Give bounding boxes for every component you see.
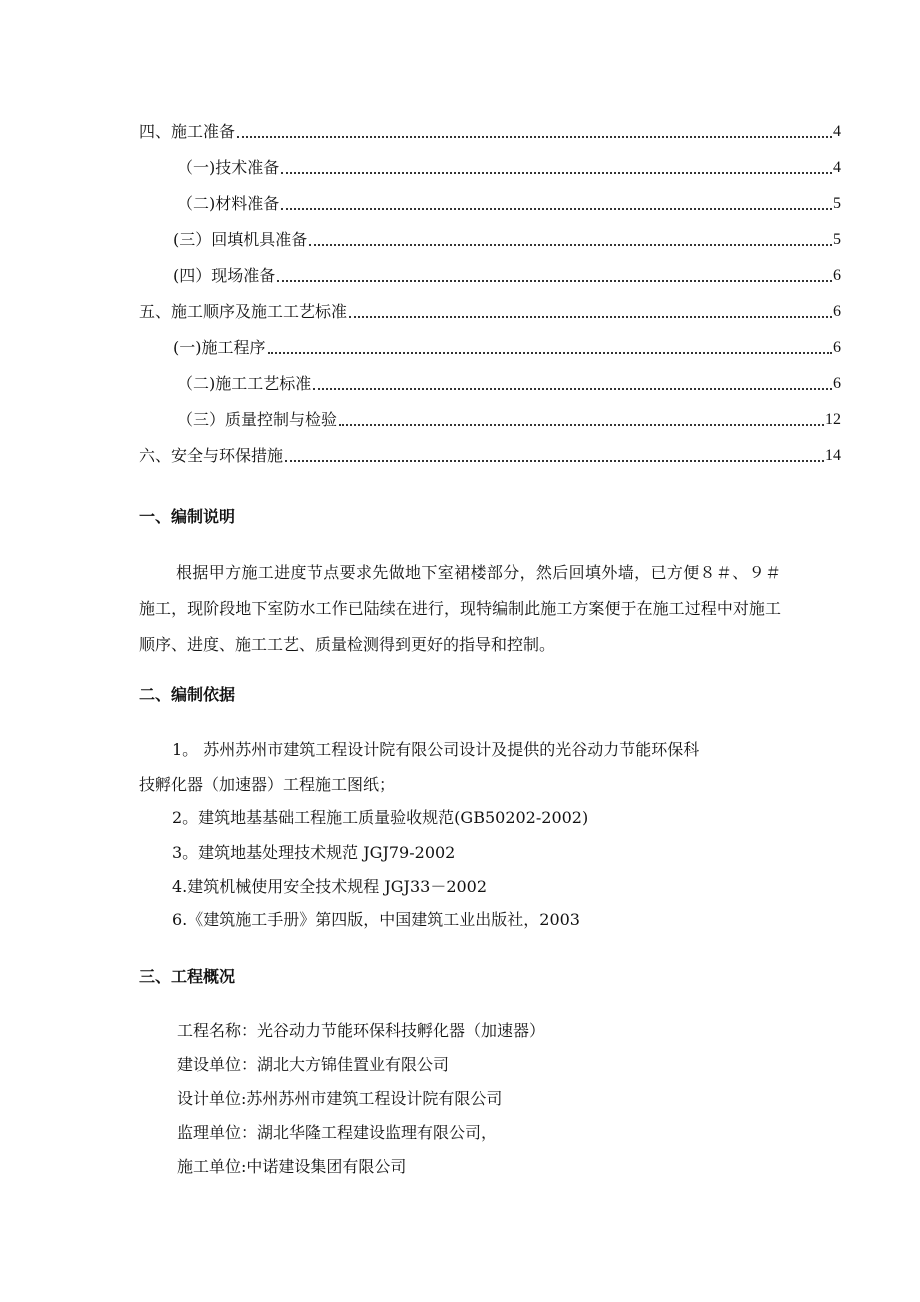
toc-entry[interactable] <box>177 154 841 178</box>
toc-leader-dots <box>277 280 832 282</box>
toc-entry-page: 4 <box>833 123 841 140</box>
toc-entry-label: （二)施工工艺标准 <box>177 374 312 393</box>
toc-entry[interactable] <box>173 262 841 286</box>
basis-item-5: 6.《建筑施工手册》第四版，中国建筑工业出版社，2003 <box>172 910 580 929</box>
toc-leader-dots <box>237 136 832 138</box>
toc-entry[interactable] <box>139 442 841 466</box>
toc-entry-label: （三）质量控制与检验 <box>177 410 338 429</box>
section-heading-project-overview: 三、工程概况 <box>139 967 236 986</box>
basis-item-1-line-1: 1。 苏州苏州市建筑工程设计院有限公司设计及提供的光谷动力节能环保科 <box>172 740 700 759</box>
toc-entry-page: 12 <box>825 411 841 428</box>
toc-leader-dots <box>285 460 824 462</box>
toc-entry[interactable] <box>139 118 841 142</box>
toc-leader-dots <box>309 244 832 246</box>
toc-entry-label: （二)材料准备 <box>177 194 280 213</box>
toc-entry[interactable] <box>139 298 841 322</box>
supervision-unit: 监理单位：湖北华隆工程建设监理有限公司， <box>177 1123 498 1142</box>
toc-entry[interactable] <box>177 406 841 430</box>
toc-entry-label: (四）现场准备 <box>173 266 276 285</box>
toc-entry-page: 14 <box>825 447 841 464</box>
toc-entry[interactable] <box>177 370 841 394</box>
developer-unit: 建设单位：湖北大方锦佳置业有限公司 <box>177 1055 450 1074</box>
toc-entry[interactable] <box>173 334 841 358</box>
toc-entry-page: 4 <box>833 159 841 176</box>
toc-leader-dots <box>313 388 832 390</box>
toc-entry-page: 5 <box>833 231 841 248</box>
toc-entry[interactable] <box>173 226 841 250</box>
design-unit: 设计单位:苏州苏州市建筑工程设计院有限公司 <box>177 1089 503 1108</box>
toc-leader-dots <box>268 352 833 354</box>
toc-entry-page: 6 <box>833 303 841 320</box>
toc-entry-label: (一)施工程序 <box>173 338 266 357</box>
compilation-notes-paragraph: 根据甲方施工进度节点要求先做地下室裙楼部分，然后回填外墙，已方便８＃、９＃施工，现阶段地下室防水工作已陆续在进行，现特编制此施工方案便于在施工过程中对施工顺序、进度、施工工艺、质量检测得到更好的指导和控制。 <box>139 563 781 654</box>
toc-entry-page: 6 <box>833 375 841 392</box>
basis-item-2: 2。建筑地基基础工程施工质量验收规范(GB50202-2002) <box>172 808 589 827</box>
toc-entry-page: 6 <box>833 267 841 284</box>
toc-entry-label: (三）回填机具准备 <box>173 230 308 249</box>
toc-entry-label: 四、施工准备 <box>139 122 236 141</box>
toc-leader-dots <box>281 172 832 174</box>
toc-entry[interactable] <box>177 190 841 214</box>
toc-entry-page: 6 <box>833 339 841 356</box>
section-heading-compilation-notes: 一、编制说明 <box>139 507 236 526</box>
construction-unit: 施工单位:中诺建设集团有限公司 <box>177 1157 407 1176</box>
basis-item-1-line-2: 技孵化器（加速器）工程施工图纸； <box>139 775 396 794</box>
toc-leader-dots <box>281 208 832 210</box>
toc-entry-label: 六、安全与环保措施 <box>139 446 284 465</box>
toc-entry-label: （一)技术准备 <box>177 158 280 177</box>
basis-item-4: 4.建筑机械使用安全技术规程 JGJ33－2002 <box>172 877 488 896</box>
basis-item-3: 3。建筑地基处理技术规范 JGJ79-2002 <box>172 843 456 862</box>
section-heading-compilation-basis: 二、编制依据 <box>139 685 236 704</box>
toc-leader-dots <box>349 316 832 318</box>
project-name: 工程名称：光谷动力节能环保科技孵化器（加速器） <box>177 1021 546 1040</box>
toc-entry-label: 五、施工顺序及施工工艺标准 <box>139 302 348 321</box>
toc-leader-dots <box>339 424 824 426</box>
toc-entry-page: 5 <box>833 195 841 212</box>
